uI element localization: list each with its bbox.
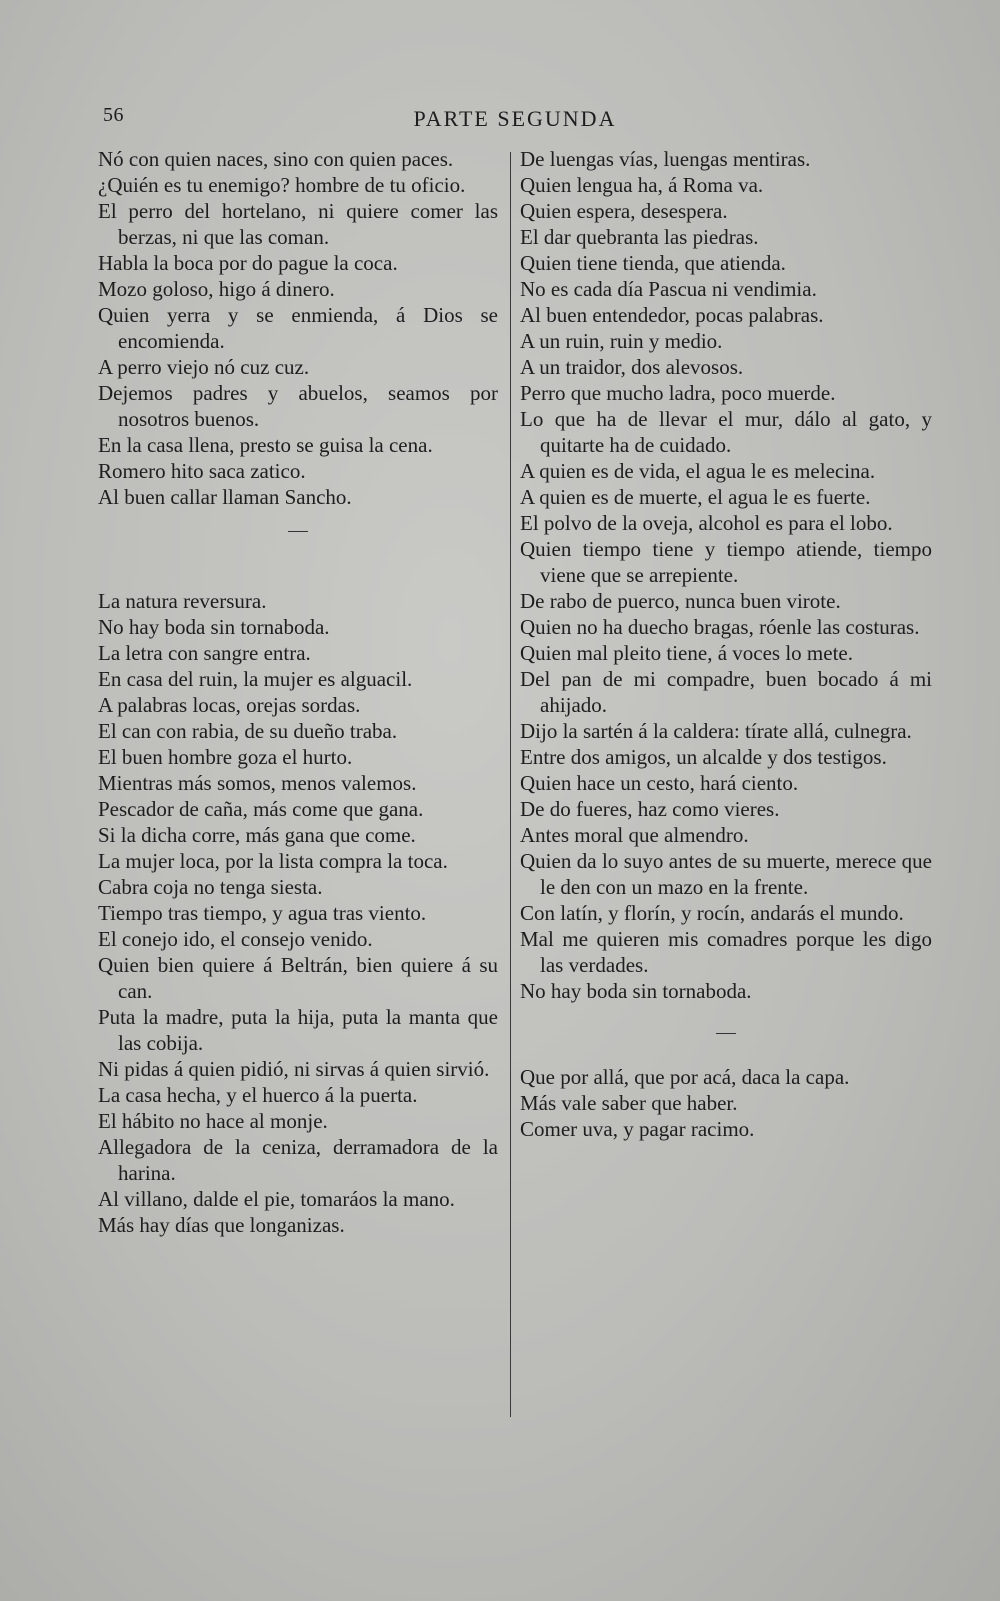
proverb: El perro del hortelano, ni quiere comer las berzas, ni que las coman. [98, 199, 498, 249]
proverb: De luengas vías, luengas mentiras. [520, 147, 811, 171]
proverb: No hay boda sin tornaboda. [98, 615, 330, 639]
proverb: El dar quebranta las piedras. [520, 225, 759, 249]
separator-dash [288, 531, 308, 532]
proverb: A quien es de muerte, el agua le es fuerte. [520, 485, 871, 509]
proverb: Puta la madre, puta la hija, puta la manta que las cobija. [98, 1005, 498, 1055]
proverb: Entre dos amigos, un alcalde y dos testigos. [520, 745, 887, 769]
proverb: Al buen entendedor, pocas palabras. [520, 303, 824, 327]
proverb: El hábito no hace al monje. [98, 1109, 328, 1133]
proverb: Al villano, dalde el pie, tomaráos la mano. [98, 1187, 455, 1211]
proverb: Quien tiempo tiene y tiempo atiende, tiempo viene que se arrepiente. [520, 537, 932, 587]
proverb: La letra con sangre entra. [98, 641, 311, 665]
proverb: El can con rabia, de su dueño traba. [98, 719, 398, 743]
proverb: Antes moral que almendro. [520, 823, 749, 847]
section-separator [98, 510, 498, 588]
proverb: Habla la boca por do pague la coca. [98, 251, 398, 275]
proverb: Ni pidas á quien pidió, ni sirvas á quien sirvió. [98, 1057, 490, 1081]
proverb: Romero hito saca zatico. [98, 459, 306, 483]
proverb: ¿Quién es tu enemigo? hombre de tu oficio. [98, 173, 466, 197]
proverb: De do fueres, haz como vieres. [520, 797, 780, 821]
right-group-2 [520, 1064, 932, 1142]
page-number: 56 [103, 104, 124, 126]
proverb: Quien mal pleito tiene, á voces lo mete. [520, 641, 853, 665]
section-separator [520, 1004, 932, 1064]
proverb: Mal me quieren mis comadres porque les digo las verdades. [520, 927, 932, 977]
proverb: A palabras locas, orejas sordas. [98, 693, 361, 717]
proverb: Tiempo tras tiempo, y agua tras viento. [98, 901, 427, 925]
right-group-1 [520, 146, 932, 1004]
proverb: El polvo de la oveja, alcohol es para el lobo. [520, 511, 893, 535]
left-group-1 [98, 146, 498, 510]
proverb: A un ruin, ruin y medio. [520, 329, 723, 353]
proverb: Nó con quien naces, sino con quien paces. [98, 147, 454, 171]
proverb: Si la dicha corre, más gana que come. [98, 823, 416, 847]
proverb: Más hay días que longanizas. [98, 1213, 345, 1237]
proverb: Quien espera, desespera. [520, 199, 728, 223]
proverb: Que por allá, que por acá, daca la capa. [520, 1065, 850, 1089]
proverb: En casa del ruin, la mujer es alguacil. [98, 667, 413, 691]
proverb: La natura reversura. [98, 589, 267, 613]
proverb: A perro viejo nó cuz cuz. [98, 355, 310, 379]
proverb: No es cada día Pascua ni vendimia. [520, 277, 817, 301]
proverb: Quien no ha duecho bragas, róenle las costuras. [520, 615, 920, 639]
proverb: Quien tiene tienda, que atienda. [520, 251, 786, 275]
proverb: Perro que mucho ladra, poco muerde. [520, 381, 836, 405]
proverb: Cabra coja no tenga siesta. [98, 875, 323, 899]
running-head: PARTE SEGUNDA [413, 106, 617, 131]
proverb: Mozo goloso, higo á dinero. [98, 277, 335, 301]
proverb: La mujer loca, por la lista compra la toca. [98, 849, 448, 873]
proverb: Quien bien quiere á Beltrán, bien quiere á su can. [98, 953, 498, 1003]
proverb: Del pan de mi compadre, buen bocado á mi ahijado. [520, 667, 932, 717]
proverb: El buen hombre goza el hurto. [98, 745, 353, 769]
proverb: Quien lengua ha, á Roma va. [520, 173, 764, 197]
proverb: El conejo ido, el consejo venido. [98, 927, 373, 951]
separator-dash [716, 1033, 736, 1034]
proverb: La casa hecha, y el huerco á la puerta. [98, 1083, 418, 1107]
proverb: De rabo de puerco, nunca buen virote. [520, 589, 841, 613]
proverb: A quien es de vida, el agua le es melecina. [520, 459, 876, 483]
proverb: A un traidor, dos alevosos. [520, 355, 744, 379]
proverb: Lo que ha de llevar el mur, dálo al gato, y quitarte ha de cuidado. [520, 407, 932, 457]
left-column [98, 146, 498, 1238]
proverb: Dejemos padres y abuelos, seamos por nosotros buenos. [98, 381, 498, 431]
proverb: Más vale saber que haber. [520, 1091, 738, 1115]
proverb: No hay boda sin tornaboda. [520, 979, 752, 1003]
proverb: Allegadora de la ceniza, derramadora de la harina. [98, 1135, 498, 1185]
left-group-2 [98, 588, 498, 1238]
proverb: En la casa llena, presto se guisa la cena. [98, 433, 433, 457]
proverb: Comer uva, y pagar racimo. [520, 1117, 755, 1141]
proverb: Mientras más somos, menos valemos. [98, 771, 417, 795]
proverb: Dijo la sartén á la caldera: tírate allá, culnegra. [520, 719, 912, 743]
proverb: Pescador de caña, más come que gana. [98, 797, 424, 821]
proverb: Quien yerra y se enmienda, á Dios se encomienda. [98, 303, 498, 353]
right-column [520, 146, 932, 1142]
proverb: Quien da lo suyo antes de su muerte, merece que le den con un mazo en la frente. [520, 849, 932, 899]
column-divider [510, 152, 511, 1417]
proverb: Quien hace un cesto, hará ciento. [520, 771, 799, 795]
proverb: Al buen callar llaman Sancho. [98, 485, 352, 509]
proverb: Con latín, y florín, y rocín, andarás el mundo. [520, 901, 904, 925]
